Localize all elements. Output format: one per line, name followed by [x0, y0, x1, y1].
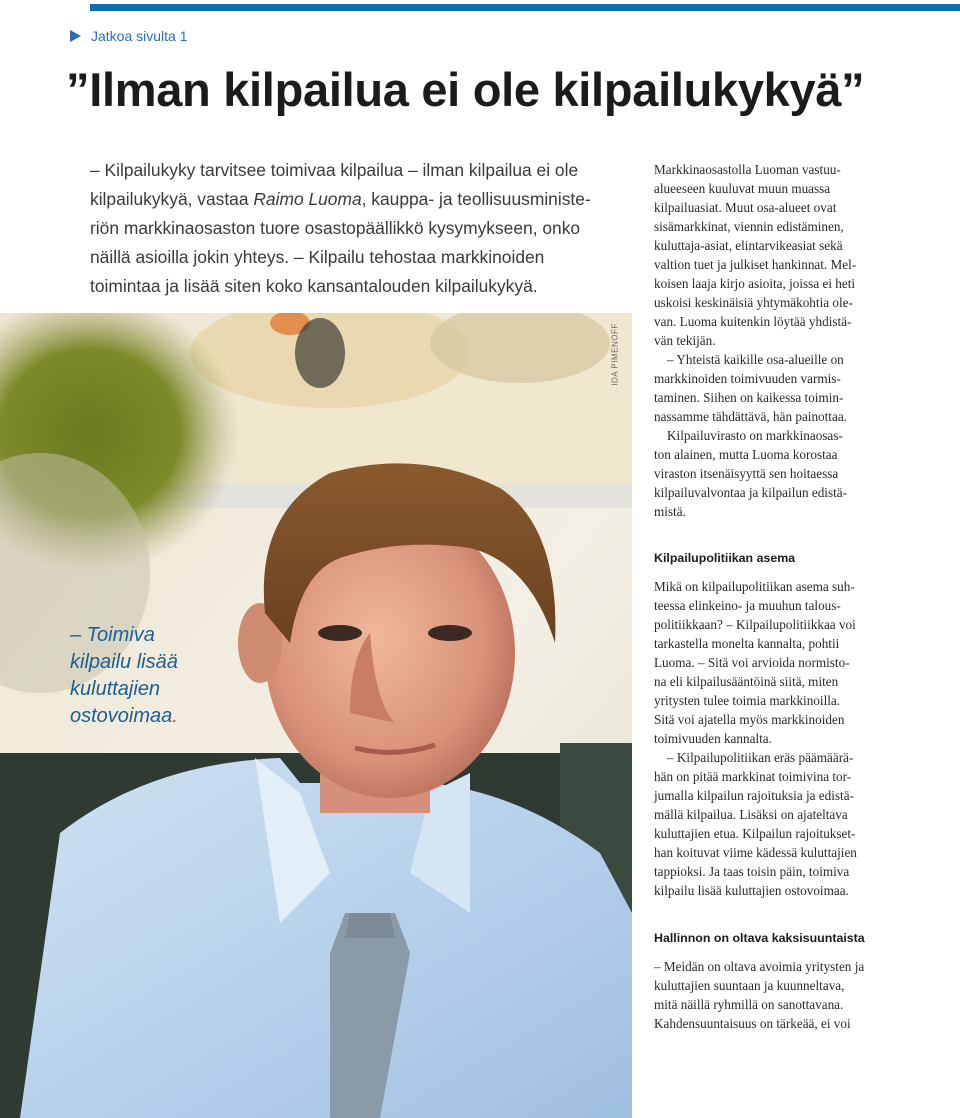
pull-quote-line: kilpailu lisää [70, 651, 178, 673]
body-line: Luoma. – Sitä voi arvioida normisto- [654, 655, 850, 670]
body-line: Kahdensuuntaisuus on tärkeää, ei voi [654, 1016, 851, 1031]
body-line: Sitä voi ajatella myös markkinoiden [654, 712, 845, 727]
body-line: hän on pitää markkinat toimivina tor- [654, 769, 852, 784]
continuation-note[interactable] [70, 28, 188, 44]
body-line: kilpailu lisää kuluttajien ostovoimaa. [654, 883, 849, 898]
pull-quote [70, 622, 230, 730]
body-line: tarkastella monelta kannalta, pohtii [654, 636, 840, 651]
body-line: – Meidän on oltava avoimia yritysten ja [654, 959, 865, 974]
lead-text: , kauppa- ja teollisuusministe- [361, 189, 591, 209]
body-line: mistä. [654, 504, 686, 519]
pull-quote-end: . [172, 705, 178, 727]
pull-quote-text: ostovoimaa [70, 705, 173, 727]
photo-credit [606, 323, 626, 390]
body-line: Markkinaosastolla Luoman vastuu- [654, 162, 841, 177]
body-column-2 [654, 577, 878, 900]
body-line: koisen laaja kirjo asioita, joissa ei heti [654, 276, 856, 291]
body-line: kuluttajien suuntaan ja kuunneltava, [654, 978, 845, 993]
page-title: ”Ilman kilpailua ei ole kilpailukykyä” [66, 63, 865, 116]
body-line: van. Luoma kuitenkin löytää yhdistä- [654, 314, 852, 329]
photo-credit-text: IDA PIMENOFF [610, 323, 620, 386]
body-line: kilpailuvalvontaa ja kilpailun edistä- [654, 485, 847, 500]
person-name: Raimo Luoma [253, 189, 362, 209]
body-line: valtion tuet ja julkiset hankinnat. Mel- [654, 257, 857, 272]
body-line: Kilpailuvirasto on markkinaosas- [667, 428, 843, 443]
lead-paragraph [90, 156, 630, 301]
pull-quote-line: – Toimiva [70, 624, 155, 646]
body-line: kilpailuasiat. Muut osa-alueet ovat [654, 200, 837, 215]
body-line: markkinoiden toimivuuden varmis- [654, 371, 841, 386]
body-line: jumalla kilpailun rajoituksia ja edistä- [654, 788, 854, 803]
pull-quote-line: kuluttajien [70, 678, 161, 700]
body-line: uskoisi keskinäisiä yhtymäkohtia ole- [654, 295, 853, 310]
body-line: toimivuuden kannalta. [654, 731, 772, 746]
body-line: tappioksi. Ja taas toisin päin, toimiva [654, 864, 850, 879]
section-heading: Hallinnon on oltava kaksisuuntaista [654, 931, 865, 945]
body-column-3 [654, 957, 878, 1033]
lead-text: kilpailukykyä, vastaa [90, 189, 254, 209]
body-line: – Yhteistä kaikille osa-alueille on [667, 352, 844, 367]
lead-line [90, 185, 630, 214]
pull-quote-line [70, 703, 230, 730]
body-line: politiikkaan? – Kilpailupolitiikkaa voi [654, 617, 856, 632]
body-line: – Kilpailupolitiikan eräs päämäärä- [667, 750, 854, 765]
body-line: Mikä on kilpailupolitiikan asema suh- [654, 579, 855, 594]
body-line: kuluttajien etua. Kilpailun rajoitukset- [654, 826, 856, 841]
section-heading: Kilpailupolitiikan asema [654, 551, 796, 565]
body-line: nassamme tähdättävä, hän painottaa. [654, 409, 847, 424]
continuation-text: Jatkoa sivulta 1 [91, 28, 188, 44]
body-line: ton alainen, mutta Luoma korostaa [654, 447, 838, 462]
body-line: mitä näillä ryhmillä on sanottavana. [654, 997, 844, 1012]
body-line: han koituvat viime kädessä kuluttajien [654, 845, 857, 860]
body-line: alueeseen kuuluvat muun muassa [654, 181, 831, 196]
body-line: viraston itsenäisyyttä sen hoitaessa [654, 466, 839, 481]
body-line: taminen. Siihen on kaikessa toimin- [654, 390, 844, 405]
lead-line: näillä asioilla jokin yhteys. – Kilpailu tehostaa markkinoiden [90, 247, 545, 267]
body-line: sisämarkkinat, viennin edistäminen, [654, 219, 844, 234]
lead-line: riön markkinaosaston tuore osastopäällikkö kysymykseen, onko [90, 218, 581, 238]
lead-line: toimintaa ja lisää siten koko kansantalouden kilpailukykyä. [90, 276, 538, 296]
body-line: kuluttaja-asiat, elintarvikeasiat sekä [654, 238, 843, 253]
body-line: mällä kilpailua. Lisäksi on ajateltava [654, 807, 848, 822]
body-line: na eli kilpailusääntöinä siitä, miten [654, 674, 839, 689]
triangle-arrow-icon [70, 30, 81, 42]
body-column-1 [654, 160, 878, 521]
body-line: yritysten tulee toimia markkinoilla. [654, 693, 841, 708]
body-line: teessa elinkeino- ja muuhun talous- [654, 598, 841, 613]
lead-line: – Kilpailukyky tarvitsee toimivaa kilpailua – ilman kilpailua ei ole [90, 160, 579, 180]
top-accent-bar [90, 4, 960, 11]
body-line: vän tekijän. [654, 333, 716, 348]
